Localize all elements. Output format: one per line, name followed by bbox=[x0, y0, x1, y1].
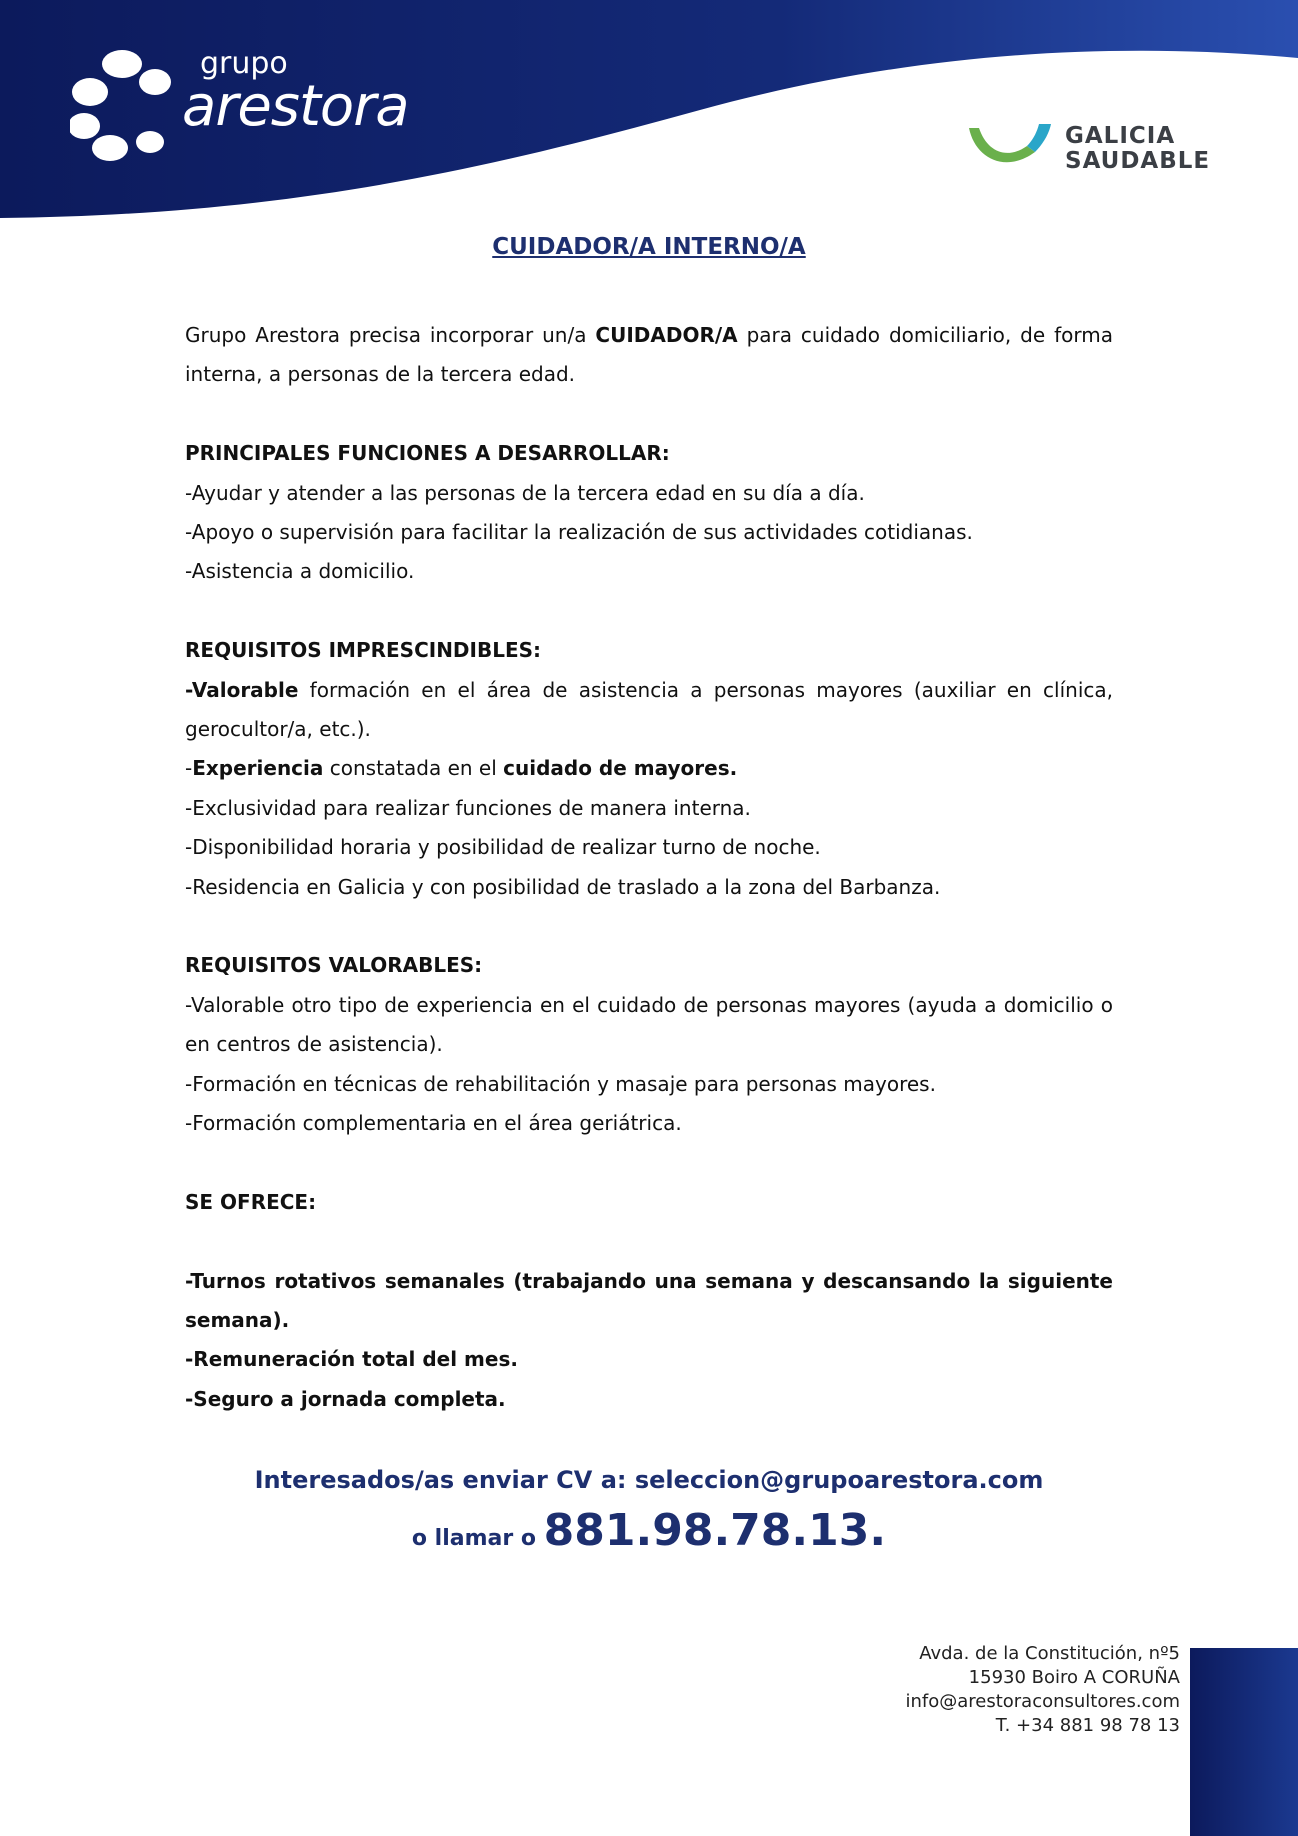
intro-paragraph bbox=[185, 316, 1113, 395]
valorables-heading: REQUISITOS VALORABLES: bbox=[185, 953, 483, 978]
imprescindibles-heading: REQUISITOS IMPRESCINDIBLES: bbox=[185, 638, 542, 663]
imprescindibles-item: -Exclusividad para realizar funciones de manera interna. bbox=[185, 795, 751, 820]
ofrece-item: -Remuneración total del mes. bbox=[185, 1347, 518, 1372]
funciones-item: -Apoyo o supervisión para facilitar la realización de sus actividades cotidianas. bbox=[185, 520, 973, 545]
footer-phone: T. +34 881 98 78 13 bbox=[995, 1715, 1180, 1736]
item-text: formación en el área de asistencia a personas mayores (auxiliar en clínica, gerocultor/a, etc.). bbox=[185, 677, 1113, 742]
item-text: constatada en el bbox=[323, 756, 504, 781]
item-bold-text: cuidado de mayores. bbox=[503, 756, 738, 781]
item-bold-text: -Valorable bbox=[185, 677, 299, 702]
funciones-heading: PRINCIPALES FUNCIONES A DESARROLLAR: bbox=[185, 441, 670, 466]
item-text: - bbox=[185, 756, 193, 781]
galicia-swoosh-icon bbox=[965, 118, 1055, 178]
funciones-item: -Asistencia a domicilio. bbox=[185, 559, 415, 584]
job-description bbox=[185, 316, 1113, 1419]
intro-text-start: Grupo Arestora precisa incorporar un/a bbox=[185, 323, 596, 347]
flower-logo-icon bbox=[70, 44, 180, 164]
funciones-item: -Ayudar y atender a las personas de la tercera edad en su día a día. bbox=[185, 480, 865, 505]
imprescindibles-item bbox=[185, 671, 1113, 750]
galicia-text-line1: GALICIA bbox=[1065, 123, 1176, 149]
phone-number: 881.98.78.13. bbox=[543, 1505, 887, 1556]
logo-text-grupo: grupo bbox=[200, 46, 288, 81]
ofrece-heading: SE OFRECE: bbox=[185, 1189, 317, 1214]
galicia-saudable-logo bbox=[965, 118, 1211, 178]
valorables-item: -Valorable otro tipo de experiencia en el cuidado de personas mayores (ayuda a domicilio o en centros de asistencia). bbox=[185, 992, 1113, 1057]
contact-phone-line bbox=[0, 1505, 1298, 1556]
item-bold-text: Experiencia bbox=[192, 756, 324, 781]
imprescindibles-item: -Disponibilidad horaria y posibilidad de realizar turno de noche. bbox=[185, 835, 821, 860]
imprescindibles-item bbox=[185, 749, 1113, 788]
footer-address-line2: 15930 Boiro A CORUÑA bbox=[968, 1667, 1180, 1688]
ofrece-item: -Seguro a jornada completa. bbox=[185, 1386, 506, 1411]
footer-color-bar bbox=[1190, 1648, 1298, 1836]
phone-prefix: o llamar o bbox=[411, 1526, 544, 1551]
contact-cv-line: Interesados/as enviar CV a: seleccion@grupoarestora.com bbox=[254, 1466, 1044, 1494]
imprescindibles-item: -Residencia en Galicia y con posibilidad de traslado a la zona del Barbanza. bbox=[185, 874, 941, 899]
intro-text-end: para cuidado domiciliario, de forma interna, a personas de la tercera edad. bbox=[185, 323, 1113, 387]
footer-email: info@arestoraconsultores.com bbox=[905, 1691, 1180, 1712]
logo-text-arestora: arestora bbox=[182, 74, 409, 139]
intro-text-bold: CUIDADOR/A bbox=[595, 323, 738, 347]
arestora-logo bbox=[70, 38, 450, 168]
valorables-item: -Formación complementaria en el área geriátrica. bbox=[185, 1111, 682, 1136]
footer-address bbox=[905, 1642, 1180, 1738]
valorables-item: -Formación en técnicas de rehabilitación y masaje para personas mayores. bbox=[185, 1071, 936, 1096]
galicia-text-line2: SAUDABLE bbox=[1065, 148, 1211, 174]
page-title: CUIDADOR/A INTERNO/A bbox=[492, 234, 806, 260]
ofrece-item: -Turnos rotativos semanales (trabajando una semana y descansando la siguiente semana). bbox=[185, 1268, 1113, 1333]
footer-address-line1: Avda. de la Constitución, nº5 bbox=[919, 1643, 1180, 1664]
